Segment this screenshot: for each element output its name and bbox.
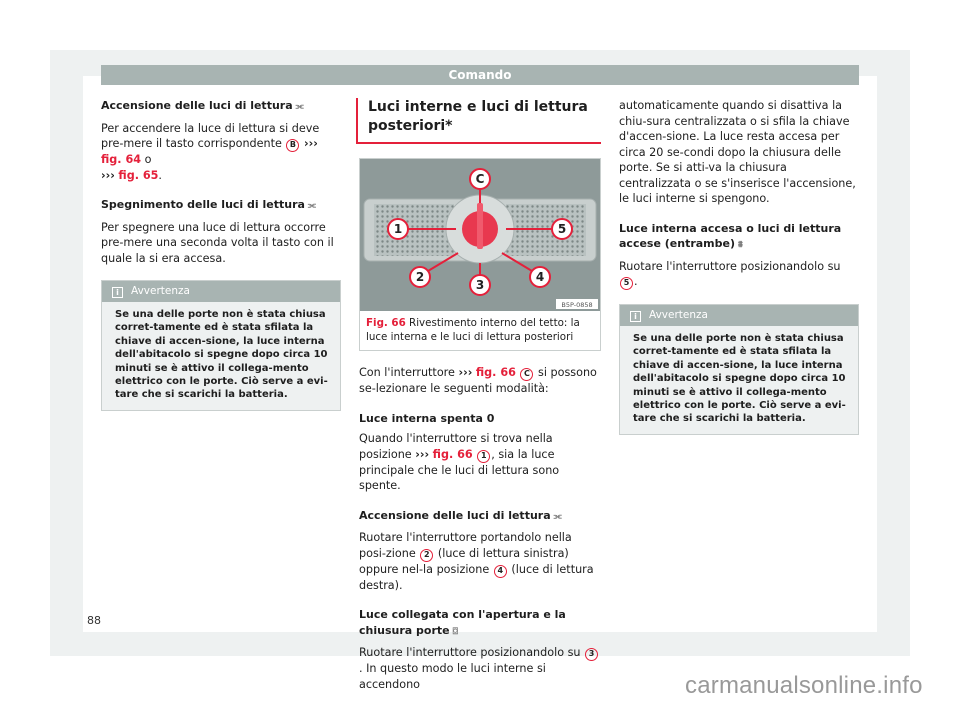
- reading-light-icon: ⫘: [553, 511, 562, 522]
- badge-1: 1: [477, 450, 490, 463]
- link-fig-64[interactable]: fig. 64: [101, 153, 142, 166]
- reading-light-icon: ⫘: [295, 102, 304, 112]
- paragraph-reading-on: Per accendere la luce di lettura si deve pre-mere il tasto corrispondente B ››› fig. 64 o ››› fig. 65.: [101, 121, 320, 182]
- section-header: Comando: [101, 65, 859, 85]
- note-body: Se una delle porte non è stata chiusa corret-tamente ed è stata sfilata la chiave di accen-sione, la luce interna dell'abitacolo si spegne dopo circa 10 minuti se è attivo il collega-mento elettrico con le porte. Ciò serve a evi-tare che si scarichi la batteria.: [115, 309, 328, 401]
- heading-reading-on: Accensione delle luci di lettura ⫘: [101, 99, 304, 112]
- paragraph-continued: automaticamente quando si disattiva la chiu-sura centralizzata o si sfila la chiave d'accen-sione. La luce resta accesa per circa 20 se-condi dopo la chiusura delle porte. Se si atti-va la chiusura centralizzata o se s'inserisce l'accensione, le luci interne si spengono.: [619, 99, 856, 205]
- note-header: i Avvertenza: [102, 281, 340, 302]
- svg-text:3: 3: [475, 278, 485, 292]
- heading-mode-door: Luce collegata con l'apertura e la chiusura porte ⌼: [359, 608, 566, 637]
- svg-text:C: C: [475, 172, 485, 186]
- paragraph-reading-off: Per spegnere una luce di lettura occorre pre-mere una seconda volta il tasto con il quale la si era accesa.: [101, 220, 334, 265]
- warning-note: [101, 280, 341, 411]
- figure-66: [359, 158, 601, 351]
- column-left: [101, 98, 341, 411]
- paragraph-mode-door: Ruotare l'interruttore posizionandolo su 3. In questo modo le luci interne si accendono: [359, 645, 601, 692]
- note-header: i Avvertenza: [620, 305, 858, 326]
- note-body: Se una delle porte non è stata chiusa corret-tamente ed è stata sfilata la chiave di accen-sione, la luce interna dell'abitacolo si spegne dopo circa 10 minuti se è attivo il collega-mento elettrico con le porte. Ciò serve a evi-tare che si scarichi la batteria.: [633, 333, 846, 425]
- paragraph-mode-both: Ruotare l'interruttore posizionandolo su 5 .: [619, 259, 841, 288]
- figure-caption: Fig. 66 Rivestimento interno del tetto: la luce interna e le luci di lettura posteriori: [366, 317, 580, 343]
- column-right: [619, 98, 859, 435]
- roof-lining-illustration: [360, 159, 600, 311]
- svg-text:B5P-0858: B5P-0858: [561, 301, 593, 309]
- paragraph-mode-off: Quando l'interruttore si trova nella posizione ››› fig. 66 1 , sia la luce principale che le luci di lettura sono spente.: [359, 432, 560, 492]
- info-icon: i: [112, 287, 123, 298]
- badge-4: 4: [494, 565, 507, 578]
- reading-light-icon: ⫘: [307, 201, 317, 211]
- paragraph-intro: Con l'interruttore ››› fig. 66 C si possono se-lezionare le seguenti modalità:: [359, 366, 597, 395]
- badge-3: 3: [585, 648, 598, 661]
- badge-c: C: [520, 368, 533, 381]
- paragraph-mode-reading: Ruotare l'interruttore portandolo nella posi-zione 2 (luce di lettura sinistra) oppure nel-la posizione 4 (luce di lettura destra).: [359, 531, 594, 592]
- heading-reading-off: Spegnimento delle luci di lettura ⫘: [101, 198, 317, 211]
- svg-text:1: 1: [393, 222, 403, 236]
- heading-mode-off: Luce interna spenta 0: [359, 411, 495, 425]
- section-title: Luci interne e luci di lettura posteriori*: [356, 98, 601, 144]
- column-middle: [359, 98, 601, 706]
- watermark: carmanualsonline.info: [685, 672, 923, 699]
- link-fig-66[interactable]: fig. 66: [475, 366, 516, 379]
- svg-text:2: 2: [415, 270, 425, 284]
- badge-b: B: [286, 139, 299, 152]
- badge-2: 2: [420, 549, 433, 562]
- light-switch-diagram: [360, 159, 600, 311]
- warning-note: [619, 304, 859, 435]
- badge-5: 5: [620, 277, 633, 290]
- page-number: 88: [87, 614, 101, 627]
- heading-mode-reading: Accensione delle luci di lettura ⫘: [359, 508, 562, 522]
- info-icon: i: [630, 311, 641, 322]
- svg-text:4: 4: [535, 270, 545, 284]
- link-fig-65[interactable]: fig. 65: [118, 168, 159, 182]
- heading-mode-both: Luce interna accesa o luci di lettura accese (entrambe) ⩩: [619, 221, 842, 250]
- interior-light-icon: ⩩: [738, 240, 743, 250]
- link-fig-66[interactable]: fig. 66: [432, 447, 473, 461]
- svg-text:5: 5: [557, 222, 567, 236]
- door-light-icon: ⌼: [452, 626, 458, 637]
